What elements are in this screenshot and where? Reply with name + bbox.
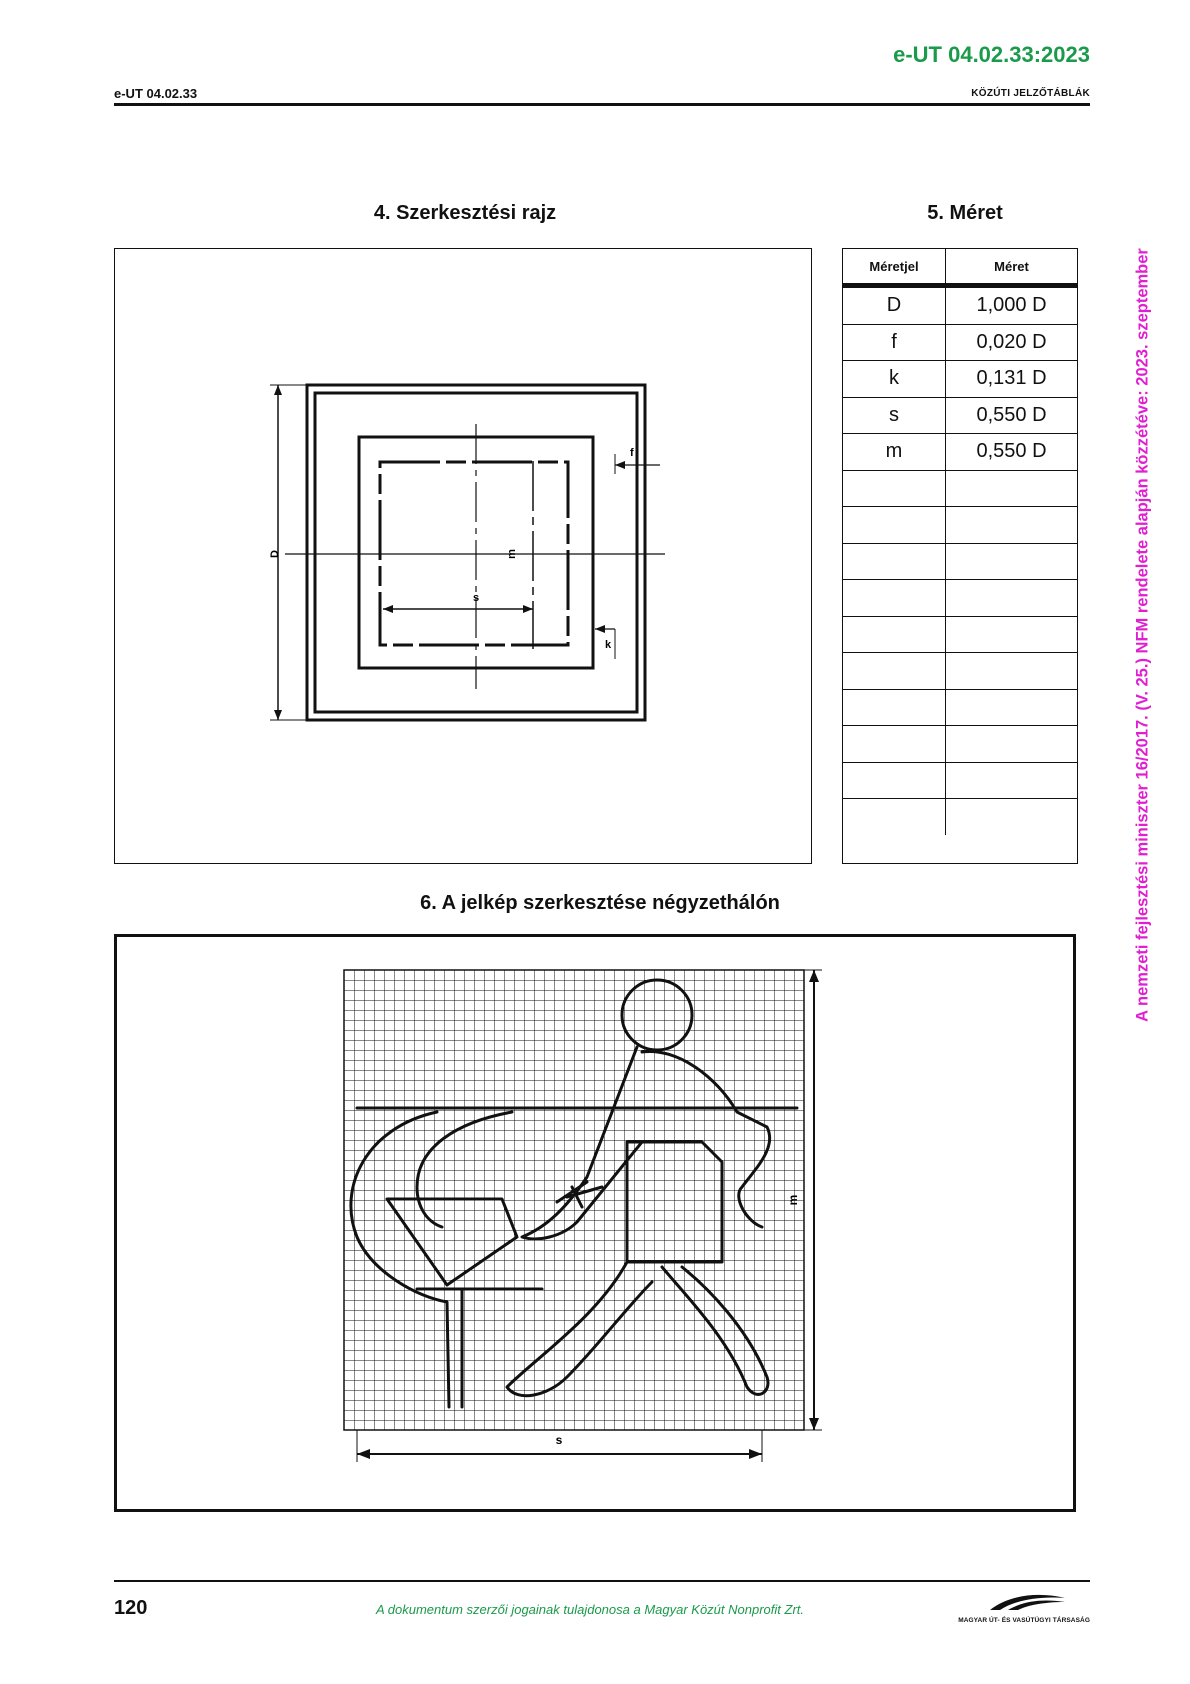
publisher-logo	[930, 1590, 1090, 1626]
symbol-grid-svg	[117, 937, 1073, 1509]
header-size: Méret	[946, 249, 1078, 286]
empty-row	[843, 580, 1077, 617]
header-standard-id: e-UT 04.02.33	[114, 86, 198, 101]
publisher-name: MAGYAR ÚT- ÉS VASÚTÜGYI TÁRSASÁG	[958, 1617, 1090, 1624]
document-code: e-UT 04.02.33:2023	[893, 42, 1090, 67]
empty-row	[843, 507, 1077, 544]
header-rule	[114, 103, 1090, 106]
empty-row	[843, 543, 1077, 580]
table-row: f 0,020 D	[843, 324, 1077, 361]
table-row: D 1,000 D	[843, 286, 1077, 325]
dimensions-table	[842, 248, 1078, 864]
table-row: s 0,550 D	[843, 397, 1077, 434]
label-m: m	[786, 1194, 800, 1206]
construction-drawing	[114, 248, 812, 864]
label-f: f	[630, 447, 634, 459]
symbol-grid-figure	[114, 934, 1076, 1512]
label-s: s	[472, 592, 480, 604]
empty-row	[843, 470, 1077, 507]
construction-drawing-svg	[115, 249, 810, 862]
section-6-title: 6. A jelkép szerkesztése négyzethálón	[420, 892, 780, 914]
copyright-notice: A dokumentum szerzői jogainak tulajdonosa a Magyar Közút Nonprofit Zrt.	[375, 1602, 804, 1617]
header-symbol: Méretjel	[843, 249, 946, 286]
section-5-title: 5. Méret	[927, 202, 1003, 224]
empty-row	[843, 799, 1077, 835]
label-m: m	[506, 549, 518, 559]
side-publication-note	[1128, 160, 1158, 1110]
footer-rule	[114, 1580, 1090, 1582]
empty-row	[843, 653, 1077, 690]
empty-row	[843, 762, 1077, 799]
empty-row	[843, 616, 1077, 653]
table-row: k 0,131 D	[843, 361, 1077, 398]
side-note-text: A nemzeti fejlesztési miniszter 16/2017. (V. 25.) NFM rendelete alapján közzétéve: 2023. szeptember	[1133, 248, 1152, 1022]
header-chapter-title: KÖZÚTI JELZŐTÁBLÁK	[971, 88, 1090, 99]
label-s: s	[555, 1433, 563, 1447]
label-k: k	[605, 639, 612, 651]
page-number: 120	[114, 1597, 148, 1619]
publisher-logo-mark	[930, 1590, 1090, 1612]
table-row: m 0,550 D	[843, 434, 1077, 471]
empty-row	[843, 726, 1077, 763]
empty-row	[843, 689, 1077, 726]
section-4-title: 4. Szerkesztési rajz	[373, 202, 557, 224]
label-d: D	[269, 550, 281, 558]
